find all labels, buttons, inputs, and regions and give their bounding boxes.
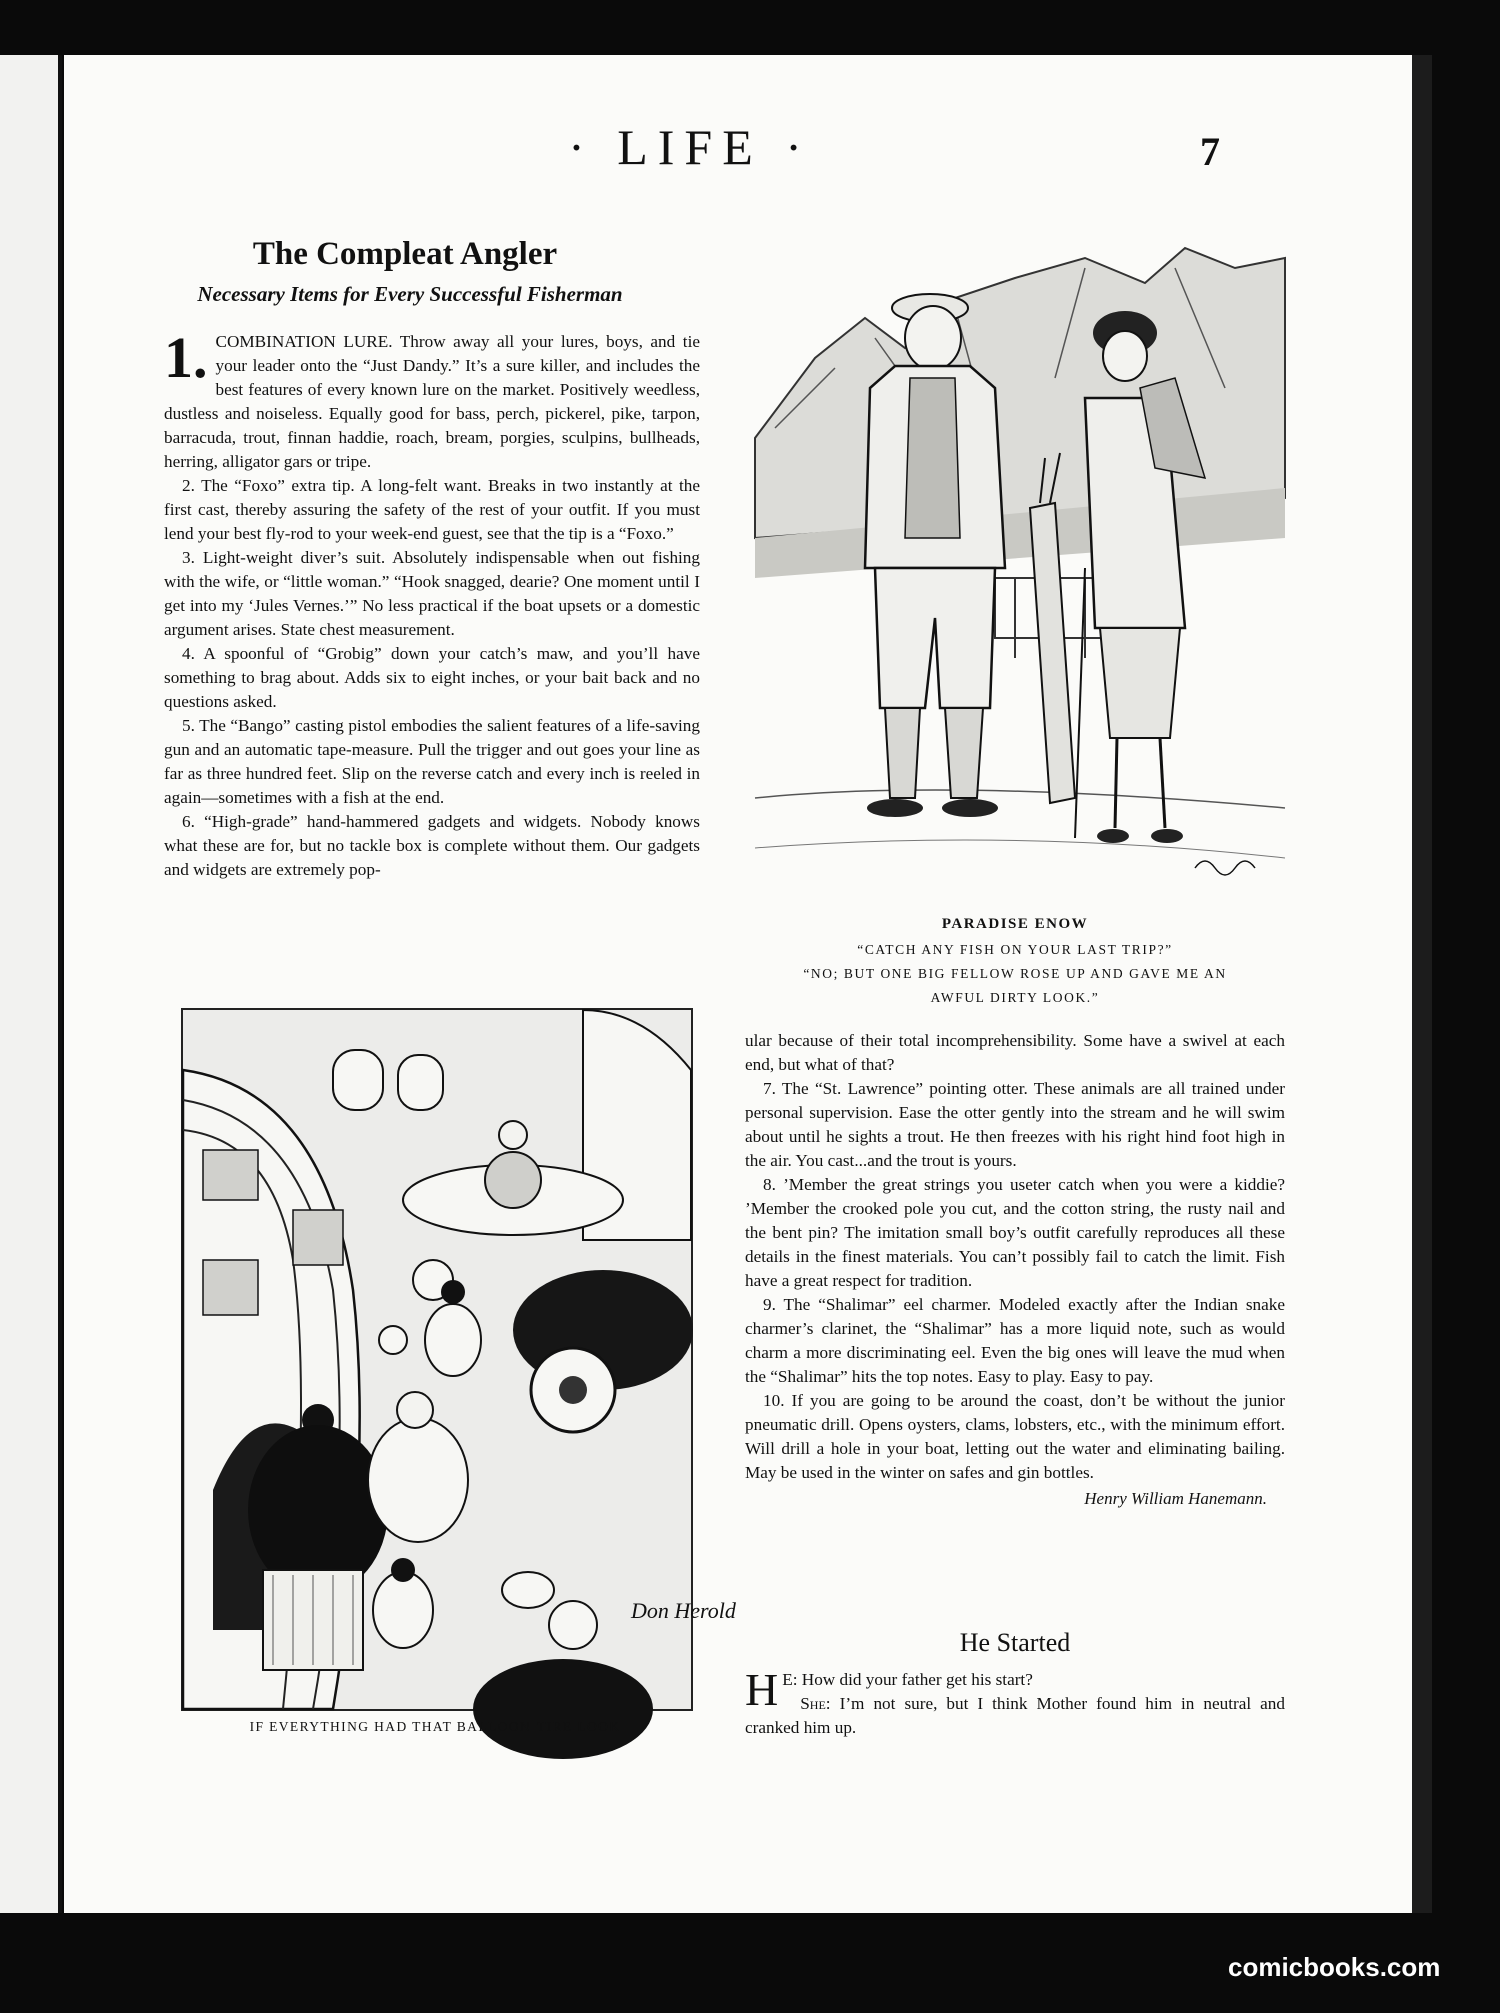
cartoon1-dialogue-line3: AWFUL DIRTY LOOK.” bbox=[930, 990, 1100, 1005]
item-9: 9. The “Shalimar” eel charmer. Modeled exactly after the Indian snake charmer’s clarinet, the “Shalimar” has a more liquid note, such as would charm a more discriminating eel. Even the big ones will leave the mud when the “Shalimar” hits the top notes. Easy to play. Easy to pay. bbox=[745, 1295, 1285, 1386]
binding-line bbox=[58, 55, 62, 1913]
cartoon-paradise-enow-illustration bbox=[755, 238, 1285, 890]
she-line-text: : I’m not sure, but I think Mother found him in neutral and cranked him up. bbox=[745, 1694, 1285, 1737]
she-label: She bbox=[800, 1694, 826, 1713]
cartoon1-dialogue-line1: “CATCH ANY FISH ON YOUR LAST TRIP?” bbox=[857, 942, 1173, 957]
article-subtitle: Necessary Items for Every Successful Fisherman bbox=[197, 282, 623, 306]
item-3: 3. Light-weight diver’s suit. Absolutely indispensable when out fishing with the wife, or “little woman.” “Hook snagged, dearie? One moment until I get into my ‘Jules Vernes.’” No less practical if the boat upsets or a domestic argument arises. State chest measurement. bbox=[164, 548, 700, 639]
left-page-edge bbox=[0, 55, 62, 1913]
item-1 bbox=[164, 325, 700, 474]
masthead: · LIFE · bbox=[568, 119, 812, 175]
cartoon-balloon-tire-illustration bbox=[181, 1008, 736, 1711]
item-1-text: COMBINATION LURE. Throw away all your lures, boys, and tie your leader onto the “Just Dandy.” It’s a sure killer, and includes the best features of every known lure on the market. Positively weedless, dustless and noiseless. Equally good for bass, perch, pickerel, pike, tarpon, barracuda, trout, finnan haddie, roach, bream, porgies, sculpins, bullheads, herring, alligator gars or tripe. bbox=[164, 332, 700, 471]
item-8: 8. ’Member the great strings you useter catch when you were a kiddie? ’Member the crooked pole you cut, and the cotton string, the rusty nail and the bent pin? The imitation small boy’s outfit carefully reproduces all these details in the finest materials. You can’t possibly fail to catch the limit. Fish have a great respect for tradition. bbox=[745, 1175, 1285, 1290]
item-5: 5. The “Bango” casting pistol embodies the salient features of a life-saving gun and an automatic tape-measure. Pull the trigger and out goes your line as far as three hundred feet. Slip on the reverse catch and every inch is reeled in again—sometimes with a fish at the end. bbox=[164, 716, 700, 807]
item-6: 6. “High-grade” hand-hammered gadgets and widgets. Nobody knows what these are for, but no tackle box is complete without them. Our gadgets and widgets are extremely pop- bbox=[164, 812, 700, 879]
item-2: 2. The “Foxo” extra tip. A long-felt want. Breaks in two instantly at the first cast, thereby assuring the safety of the rest of your outfit. If you must lend your best fly-rod to your week-end guest, see that the tip is a “Foxo.” bbox=[164, 476, 700, 543]
drop-number: 1. bbox=[164, 325, 208, 390]
item-7: 7. The “St. Lawrence” pointing otter. These animals are all trained under personal supervision. Ease the otter gently into the stream and he will swim about until he sights a trout. He then freezes with his right hind foot high in the air. You cast...and the trout is yours. bbox=[745, 1079, 1285, 1170]
item-10: 10. If you are going to be around the coast, don’t be without the junior pneumatic drill. Opens oysters, clams, lobsters, etc., with the minimum effort. Will drill a hole in your boat, letting out the water and eliminating bailing. May be used in the winter on safes and gin bottles. bbox=[745, 1391, 1285, 1482]
right-page-edge bbox=[1412, 55, 1432, 1913]
site-watermark: comicbooks.com bbox=[1228, 1952, 1441, 1982]
item-4: 4. A spoonful of “Grobig” down your catch’s maw, and you’ll have something to brag about. Adds six to eight inches, or your bait back and no questions asked. bbox=[164, 644, 700, 711]
item-6-continued: ular because of their total incomprehensibility. Some have a swivel at each end, but what of that? bbox=[745, 1031, 1285, 1074]
article-title: The Compleat Angler bbox=[252, 236, 558, 272]
author-byline: Henry William Hanemann. bbox=[1084, 1489, 1267, 1508]
article-column-right bbox=[745, 1029, 1285, 1511]
he-drop-cap: H bbox=[745, 1664, 779, 1715]
he-started-title: He Started bbox=[959, 1628, 1071, 1657]
he-line-text: E: How did your father get his start? bbox=[782, 1670, 1033, 1689]
he-started-text bbox=[745, 1664, 1285, 1740]
cartoon1-title: PARADISE ENOW bbox=[941, 916, 1089, 932]
cartoon1-dialogue-line2: “NO; BUT ONE BIG FELLOW ROSE UP AND GAVE ME AN bbox=[803, 966, 1227, 981]
cartoon2-caption: IF EVERYTHING HAD THAT BALLOON-TIRE LOOK bbox=[249, 1719, 621, 1734]
article-column-left bbox=[164, 325, 700, 882]
page-number: 7 bbox=[1200, 129, 1220, 174]
cartoon2-signature: Don Herold bbox=[631, 1598, 736, 1623]
she-line bbox=[745, 1692, 1285, 1740]
